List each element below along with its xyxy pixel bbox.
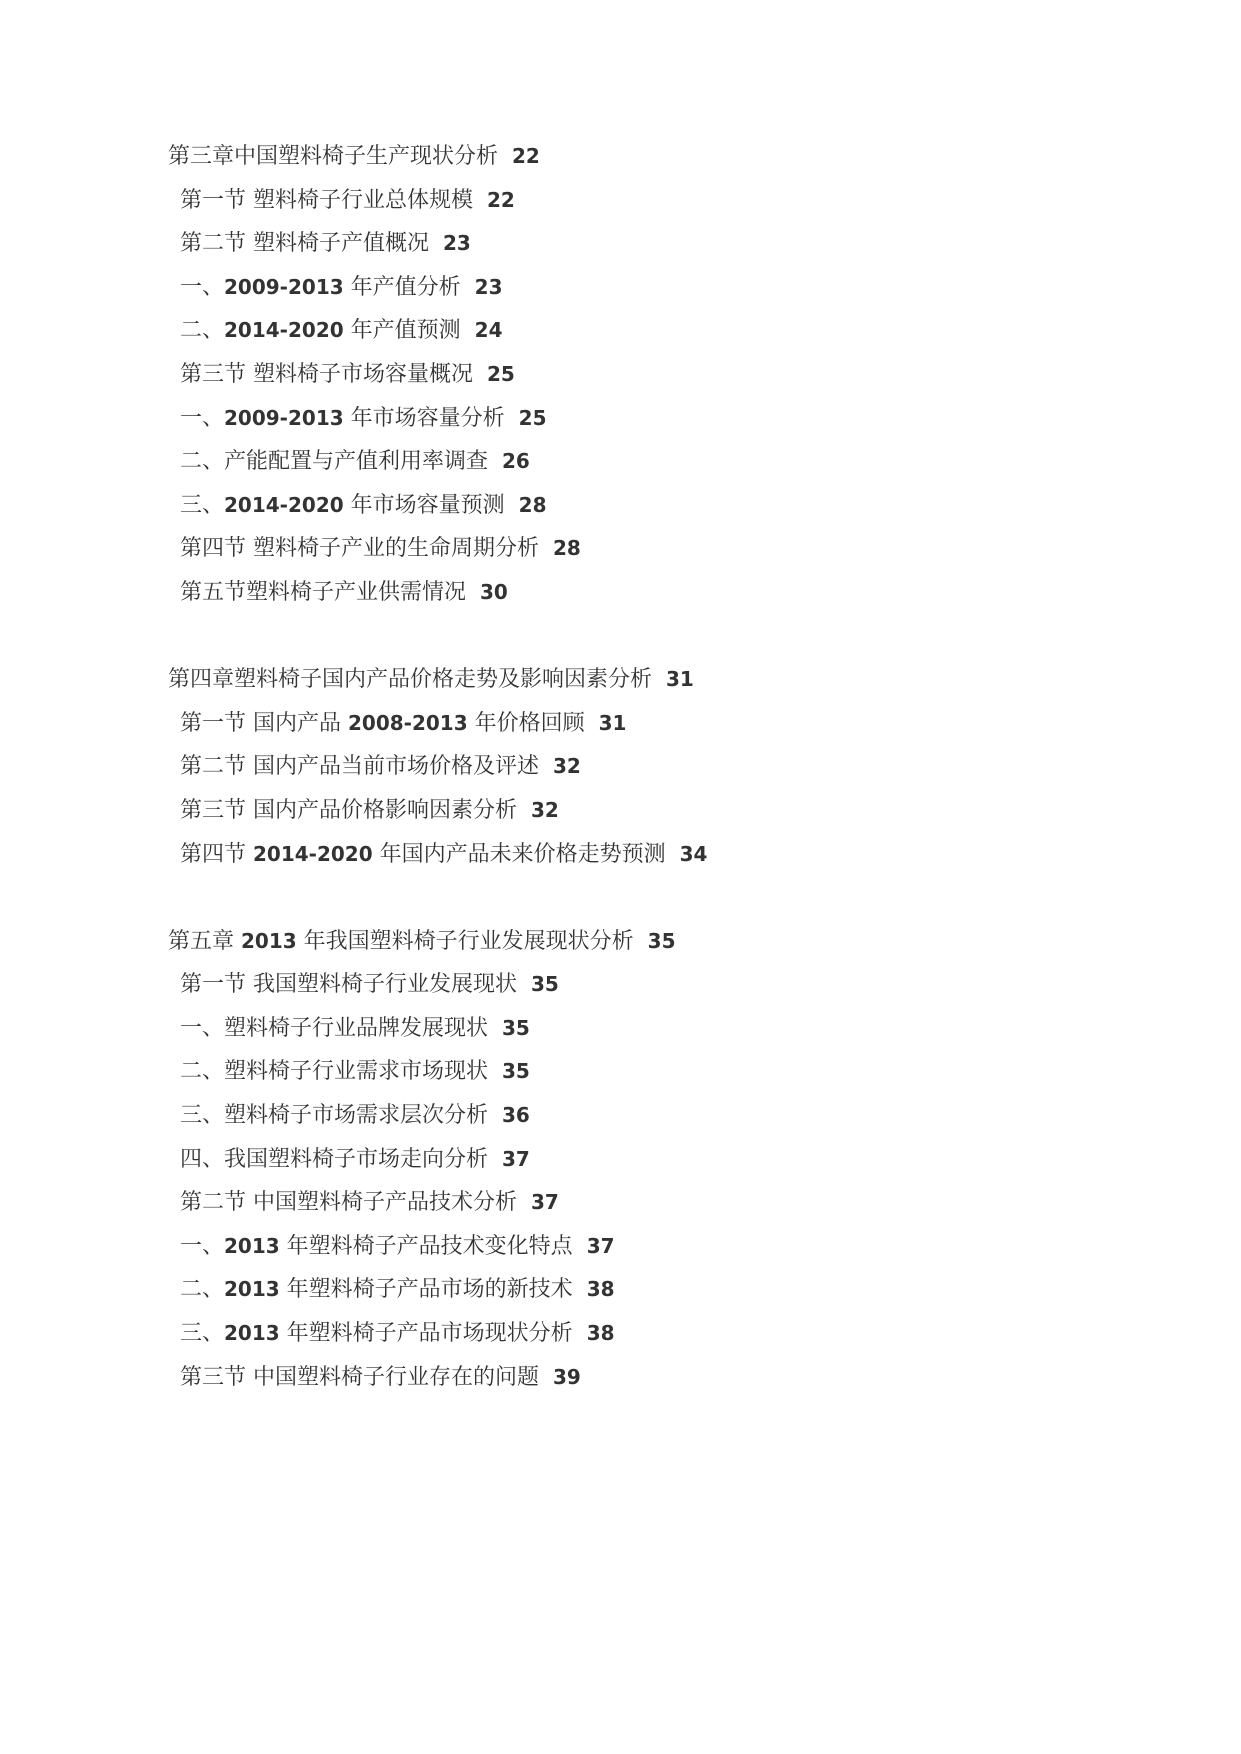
page-number: 37 bbox=[531, 1190, 559, 1215]
chapter-title: 第五章 2013 年我国塑料椅子行业发展现状分析 bbox=[168, 928, 634, 954]
toc-entry-title: 二、产能配置与产值利用率调查 bbox=[180, 449, 489, 475]
page-number: 32 bbox=[531, 797, 559, 822]
toc-entry-title: 第一节 塑料椅子行业总体规模 bbox=[180, 187, 473, 213]
page-number: 38 bbox=[586, 1321, 615, 1346]
toc-entry bbox=[168, 527, 1168, 571]
toc-entry bbox=[168, 789, 1168, 833]
toc-entry-title: 三、2014-2020 年市场容量预测 bbox=[180, 492, 505, 518]
toc-entry bbox=[168, 353, 1168, 397]
toc-entry bbox=[168, 1050, 1168, 1094]
page-number: 25 bbox=[487, 361, 515, 386]
year-text: 2013 bbox=[241, 928, 297, 953]
toc-entry bbox=[168, 1225, 1168, 1269]
table-of-contents bbox=[168, 135, 1168, 1443]
page-number: 35 bbox=[531, 972, 559, 997]
page-number: 28 bbox=[518, 492, 547, 517]
page-number: 37 bbox=[586, 1233, 615, 1258]
year-text: 2009-2013 bbox=[224, 405, 344, 430]
year-text: 2013 bbox=[224, 1321, 280, 1346]
page-number: 38 bbox=[586, 1277, 615, 1302]
toc-entry-title: 第三节 国内产品价格影响因素分析 bbox=[180, 797, 517, 823]
page-number: 31 bbox=[666, 667, 694, 692]
toc-entry-title: 第一节 我国塑料椅子行业发展现状 bbox=[180, 972, 517, 998]
chapter-heading bbox=[168, 135, 1168, 179]
toc-chapter bbox=[168, 658, 1168, 876]
toc-entry bbox=[168, 179, 1168, 223]
page-number: 30 bbox=[480, 579, 508, 604]
page-number: 25 bbox=[518, 405, 547, 430]
toc-entry bbox=[168, 571, 1168, 615]
toc-entry-title: 第四节 2014-2020 年国内产品未来价格走势预测 bbox=[180, 841, 666, 867]
chapter-title: 第四章塑料椅子国内产品价格走势及影响因素分析 bbox=[168, 667, 653, 693]
year-text: 2008-2013 bbox=[348, 710, 468, 735]
toc-entry bbox=[168, 397, 1168, 441]
toc-chapter bbox=[168, 135, 1168, 615]
toc-entry-title: 第五节塑料椅子产业供需情况 bbox=[180, 579, 467, 605]
toc-entry bbox=[168, 266, 1168, 310]
toc-entry bbox=[168, 1094, 1168, 1138]
page-number: 22 bbox=[487, 187, 515, 212]
toc-entry-title: 一、2009-2013 年市场容量分析 bbox=[180, 405, 505, 431]
page-number: 35 bbox=[502, 1015, 530, 1040]
page-number: 22 bbox=[512, 144, 540, 168]
page-number: 39 bbox=[553, 1364, 581, 1389]
page-number: 26 bbox=[502, 449, 530, 474]
toc-entry bbox=[168, 833, 1168, 877]
toc-chapter bbox=[168, 920, 1168, 1400]
toc-entry-title: 二、塑料椅子行业需求市场现状 bbox=[180, 1059, 489, 1085]
year-text: 2014-2020 bbox=[224, 318, 344, 343]
toc-entry-title: 三、塑料椅子市场需求层次分析 bbox=[180, 1103, 489, 1129]
toc-entry bbox=[168, 1356, 1168, 1400]
page-number: 23 bbox=[474, 274, 503, 299]
toc-entry bbox=[168, 702, 1168, 746]
toc-entry bbox=[168, 1007, 1168, 1051]
page-number: 24 bbox=[474, 318, 503, 343]
page-number: 28 bbox=[553, 536, 581, 561]
page-number: 23 bbox=[443, 231, 471, 256]
page-number: 37 bbox=[502, 1146, 530, 1171]
year-text: 2009-2013 bbox=[224, 274, 344, 299]
toc-entry-title: 第三节 中国塑料椅子行业存在的问题 bbox=[180, 1364, 539, 1390]
toc-entry-title: 第二节 中国塑料椅子产品技术分析 bbox=[180, 1190, 517, 1216]
toc-entry-title: 四、我国塑料椅子市场走向分析 bbox=[180, 1146, 489, 1172]
toc-entry-title: 二、2014-2020 年产值预测 bbox=[180, 318, 461, 344]
chapter-heading bbox=[168, 658, 1168, 702]
toc-entry bbox=[168, 1312, 1168, 1356]
year-text: 2013 bbox=[224, 1233, 280, 1258]
toc-entry-title: 第三节 塑料椅子市场容量概况 bbox=[180, 361, 473, 387]
toc-entry bbox=[168, 440, 1168, 484]
toc-entry bbox=[168, 222, 1168, 266]
toc-entry-title: 第四节 塑料椅子产业的生命周期分析 bbox=[180, 536, 539, 562]
year-text: 2013 bbox=[224, 1277, 280, 1302]
page-number: 34 bbox=[679, 841, 708, 866]
toc-entry-title: 一、2009-2013 年产值分析 bbox=[180, 274, 461, 300]
toc-entry-title: 一、塑料椅子行业品牌发展现状 bbox=[180, 1015, 489, 1041]
toc-entry-title: 第二节 国内产品当前市场价格及评述 bbox=[180, 754, 539, 780]
toc-entry bbox=[168, 1181, 1168, 1225]
page-number: 31 bbox=[598, 710, 627, 735]
chapter-heading bbox=[168, 920, 1168, 964]
toc-entry-title: 第一节 国内产品 2008-2013 年价格回顾 bbox=[180, 710, 585, 736]
year-text: 2014-2020 bbox=[224, 492, 344, 517]
toc-entry bbox=[168, 745, 1168, 789]
toc-entry-title: 二、2013 年塑料椅子产品市场的新技术 bbox=[180, 1277, 573, 1303]
year-text: 2014-2020 bbox=[253, 841, 373, 866]
toc-entry bbox=[168, 1268, 1168, 1312]
toc-entry bbox=[168, 963, 1168, 1007]
toc-entry bbox=[168, 1138, 1168, 1182]
page-number: 35 bbox=[647, 928, 676, 953]
toc-entry-title: 三、2013 年塑料椅子产品市场现状分析 bbox=[180, 1321, 573, 1347]
page-number: 35 bbox=[502, 1059, 530, 1084]
page-number: 36 bbox=[502, 1103, 530, 1128]
page-number: 32 bbox=[553, 754, 581, 779]
chapter-title: 第三章中国塑料椅子生产现状分析 bbox=[168, 144, 499, 169]
toc-entry-title: 一、2013 年塑料椅子产品技术变化特点 bbox=[180, 1233, 573, 1259]
toc-entry-title: 第二节 塑料椅子产值概况 bbox=[180, 231, 429, 257]
toc-entry bbox=[168, 484, 1168, 528]
toc-entry bbox=[168, 309, 1168, 353]
